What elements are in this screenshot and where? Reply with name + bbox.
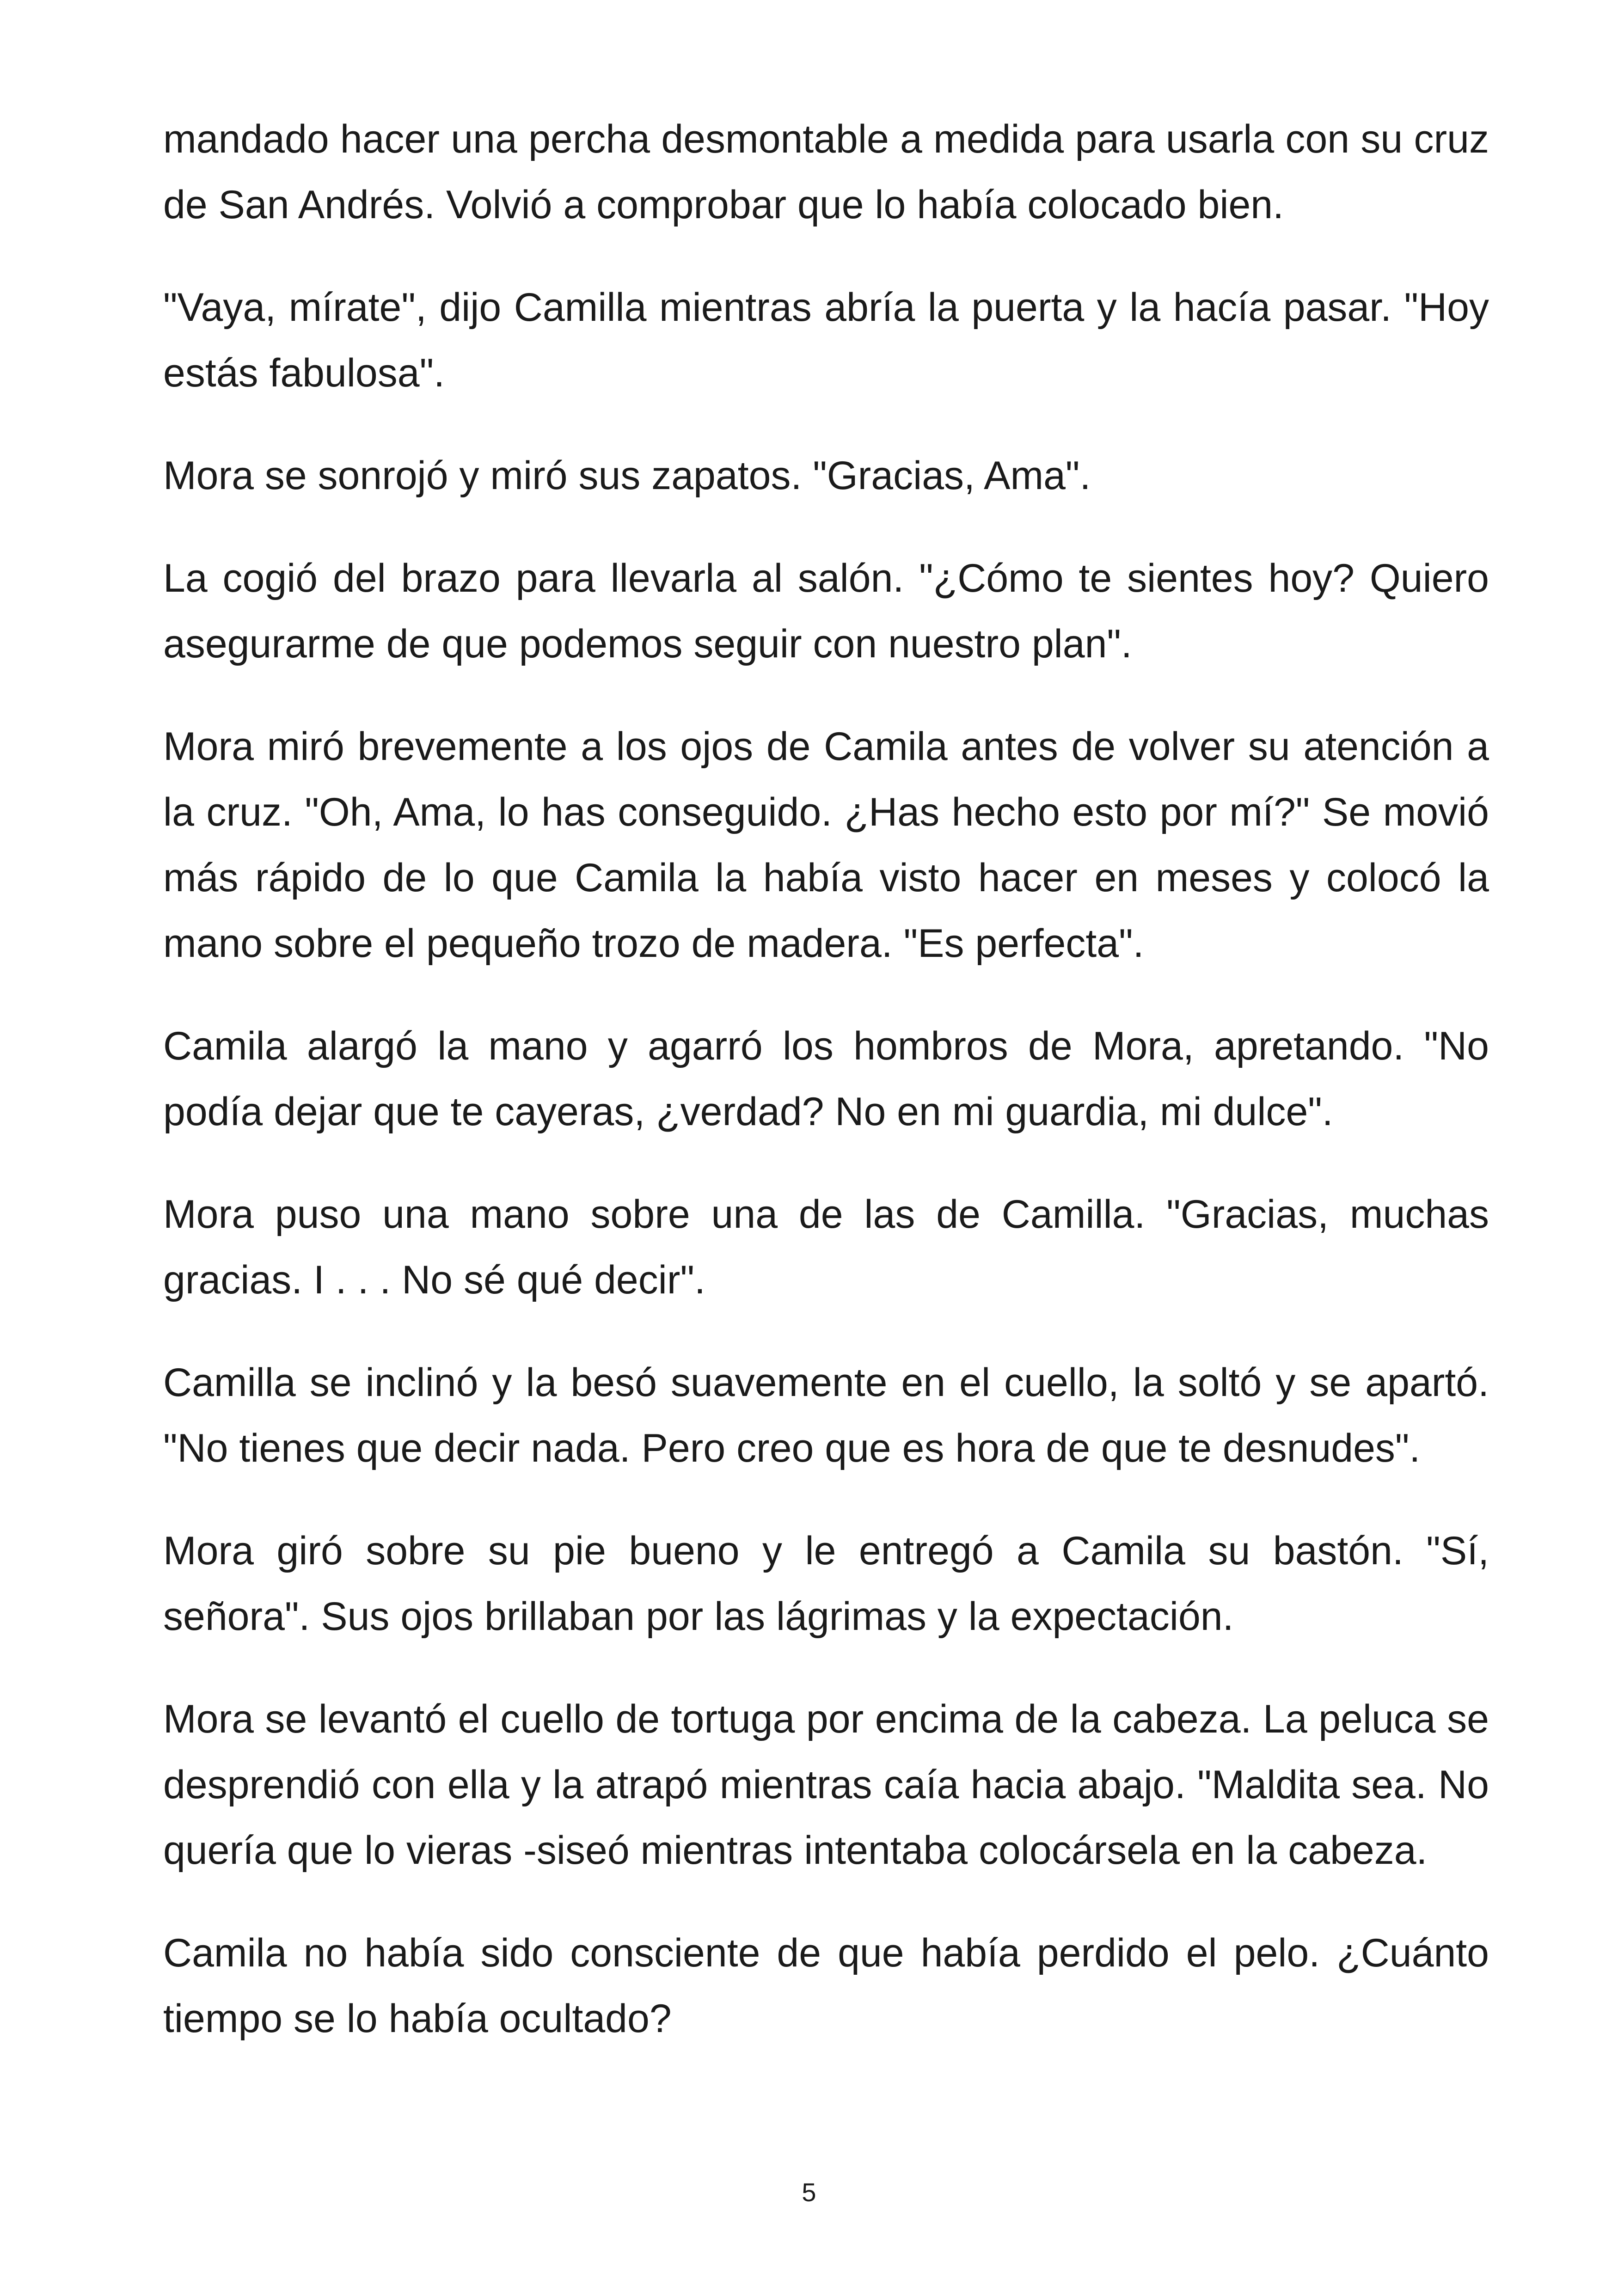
paragraph: "Vaya, mírate", dijo Camilla mientras abría la puerta y la hacía pasar. "Hoy estás fabulosa". bbox=[163, 285, 1489, 395]
body-text bbox=[163, 106, 1489, 2088]
paragraph: Mora se sonrojó y miró sus zapatos. "Gracias, Ama". bbox=[163, 453, 1091, 498]
paragraph: Mora se levantó el cuello de tortuga por encima de la cabeza. La peluca se desprendió con ella y la atrapó mientras caía hacia abajo. "Maldita sea. No quería que lo vieras -siseó mientras intentaba colocársela en la cabeza. bbox=[163, 1697, 1489, 1873]
paragraph: Camilla se inclinó y la besó suavemente en el cuello, la soltó y se apartó. "No tienes que decir nada. Pero creo que es hora de que te desnudes". bbox=[163, 1360, 1489, 1470]
paragraph: La cogió del brazo para llevarla al salón. "¿Cómo te sientes hoy? Quiero asegurarme de que podemos seguir con nuestro plan". bbox=[163, 556, 1489, 666]
page-number: 5 bbox=[802, 2178, 816, 2207]
paragraph: Mora giró sobre su pie bueno y le entregó a Camila su bastón. "Sí, señora". Sus ojos brillaban por las lágrimas y la expectación. bbox=[163, 1529, 1489, 1639]
paragraph: Mora puso una mano sobre una de las de Camilla. "Gracias, muchas gracias. I . . . No sé qué decir". bbox=[163, 1192, 1489, 1302]
paragraph: Mora miró brevemente a los ojos de Camila antes de volver su atención a la cruz. "Oh, Ama, lo has conseguido. ¿Has hecho esto por mí?" Se movió más rápido de lo que Camila la había visto hacer en meses y colocó la mano sobre el pequeño trozo de madera. "Es perfecta". bbox=[163, 724, 1489, 966]
paragraph: Camila alargó la mano y agarró los hombros de Mora, apretando. "No podía dejar que te cayeras, ¿verdad? No en mi guardia, mi dulce". bbox=[163, 1024, 1489, 1134]
paragraph: Camila no había sido consciente de que había perdido el pelo. ¿Cuánto tiempo se lo había ocultado? bbox=[163, 1931, 1489, 2041]
paragraph: mandado hacer una percha desmontable a medida para usarla con su cruz de San Andrés. Volvió a comprobar que lo había colocado bien. bbox=[163, 117, 1489, 227]
